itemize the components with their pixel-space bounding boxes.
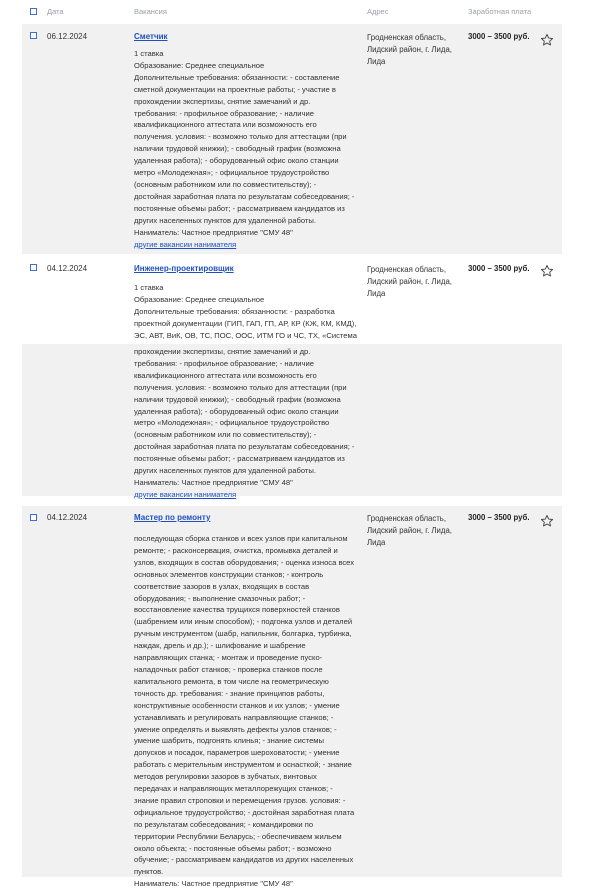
vacancy-description: последующая сборка станков и всех узлов при капитальном ремонте; - расконсервация, очистка, промывка деталей и узлов, входящих в состав оборудования; - оценка износа всех основных элементов конструкции станков; - контроль соответствие зазоров в узлах, входящих в состав оборудования; - выполнение смазочных работ; - восстановление качества трущихся поверхностей станков (шабрением или иным способом); - подгонка узлов и деталей ручным инструментом (шабр, напильник, болгарка, турбинка, наждак, дрель и др.); - шлифование и шабрение направляющих станка; - монтаж и проведение пуско- наладочных работ станков; - проверка станков после капитального ремонта, в том числе на геометрическую точность др. требования: - знание принципов работы, конструктивные особенности станков и их узлов; - умение устанавливать и регулировать направляющие станков; - умение определять и выявлять дефекты узлов станков; - умение шабрить, подгонять клинья; - знание системы допусков и посадок, параметров шероховатости; - умение работать с мерительным инструментом и оснасткой; - знание методов регулировки зазоров в зубчатых, винтовых передачах и направляющих металлорежущих станков; - знание правил строповки и перемещения грузов. условия: - официальное трудоустройство; - достойная заработная плата по результатам собеседования; - командировки по территории Республики Беларусь; - обеспечиваем жильем около объекта; - постоянные объемы работ; - возможно обучение; - рассматриваем кандидатов из других населенных пунктов. Наниматель: Частное предприятие "СМУ 48" <box>134 534 355 889</box>
table-header <box>0 0 590 24</box>
row-address: Гродненская область, Лидский район, г. Лида, Лида <box>367 514 452 547</box>
row-checkbox[interactable] <box>30 32 37 39</box>
row-checkbox[interactable] <box>30 264 37 271</box>
row-salary: 3000 – 3500 руб. <box>468 32 530 41</box>
other-vacancies-link[interactable]: другие вакансии нанимателя <box>134 489 237 499</box>
vacancy-description: 1 ставка Образование: Среднее специальное Дополнительные требования: обязанности: - разработка проектной документации (ГИП, ГАП, ГП, АР, КР (КЖ, КМ, КМД), ЭС, АВТ, ВиК, ОВ, ТС, ПОС, ООС, ИТМ ГО и ЧС, ТХ, «Система <box>134 283 357 340</box>
column-header-address: Адрес <box>367 7 389 16</box>
column-header-date: Дата <box>47 7 64 16</box>
select-all-checkbox[interactable] <box>30 8 37 15</box>
vacancy-description: 1 ставка Образование: Среднее специальное Дополнительные требования: обязанности: - составление сметной документации на проектные работы; - участие в прохождении экспертизы, снятие замечаний и др. требования: - профильное образование; - наличие квалификационного аттестата или возможность его получения. условия: - возможно только для аттестации (при наличии трудовой книжки); - свободный график (возможна удаленная работа); - оборудованный офис около станции метро «Молодежная»; - официальное трудоустройство (основным работником или по совместительству); - достойная заработная плата по результатам собеседования; - постоянные объемы работ; - рассматриваем кандидатов из других населенных пунктов для удаленной работы. Наниматель: Частное предприятие "СМУ 48" другие вакансии нанимателя <box>134 48 362 250</box>
row-salary: 3000 – 3500 руб. <box>468 513 530 522</box>
row-salary: 3000 – 3500 руб. <box>468 264 530 273</box>
column-header-salary: Заработная плата <box>468 7 532 16</box>
vacancy-title-link[interactable]: Сметчик <box>134 32 168 41</box>
star-icon[interactable] <box>540 33 554 47</box>
row-date: 06.12.2024 <box>47 32 88 41</box>
row-date: 04.12.2024 <box>47 264 88 273</box>
vacancy-description-continued: прохождении экспертизы, снятие замечаний и др. требования: - профильное образование; - наличие квалификационного аттестата или возможность его получения. условия: - возможно только для аттестации (при наличии трудовой книжки); - свободный график (возможна удаленная работа); - оборудованный офис около станции метро «Молодежная»; - официальное трудоустройство (основным работником или по совместительству); - достойная заработная плата по результатам собеседования; - постоянные объемы работ; - рассматриваем кандидатов из других населенных пунктов для удаленной работы. Наниматель: Частное предприятие "СМУ 48" другие вакансии нанимателя <box>134 346 362 501</box>
row-address: Гродненская область, Лидский район, г. Лида, Лида <box>367 265 452 298</box>
row-date: 04.12.2024 <box>47 513 88 522</box>
vacancy-title-link[interactable]: Мастер по ремонту <box>134 513 211 522</box>
star-icon[interactable] <box>540 514 554 528</box>
row-checkbox[interactable] <box>30 514 37 521</box>
row-address: Гродненская область, Лидский район, г. Лида, Лида <box>367 33 452 66</box>
vacancy-title-link[interactable]: Инженер-проектировщик <box>134 264 234 273</box>
column-header-vacancy: Вакансия <box>134 7 167 16</box>
other-vacancies-link[interactable]: другие вакансии нанимателя <box>134 239 237 249</box>
star-icon[interactable] <box>540 264 554 278</box>
